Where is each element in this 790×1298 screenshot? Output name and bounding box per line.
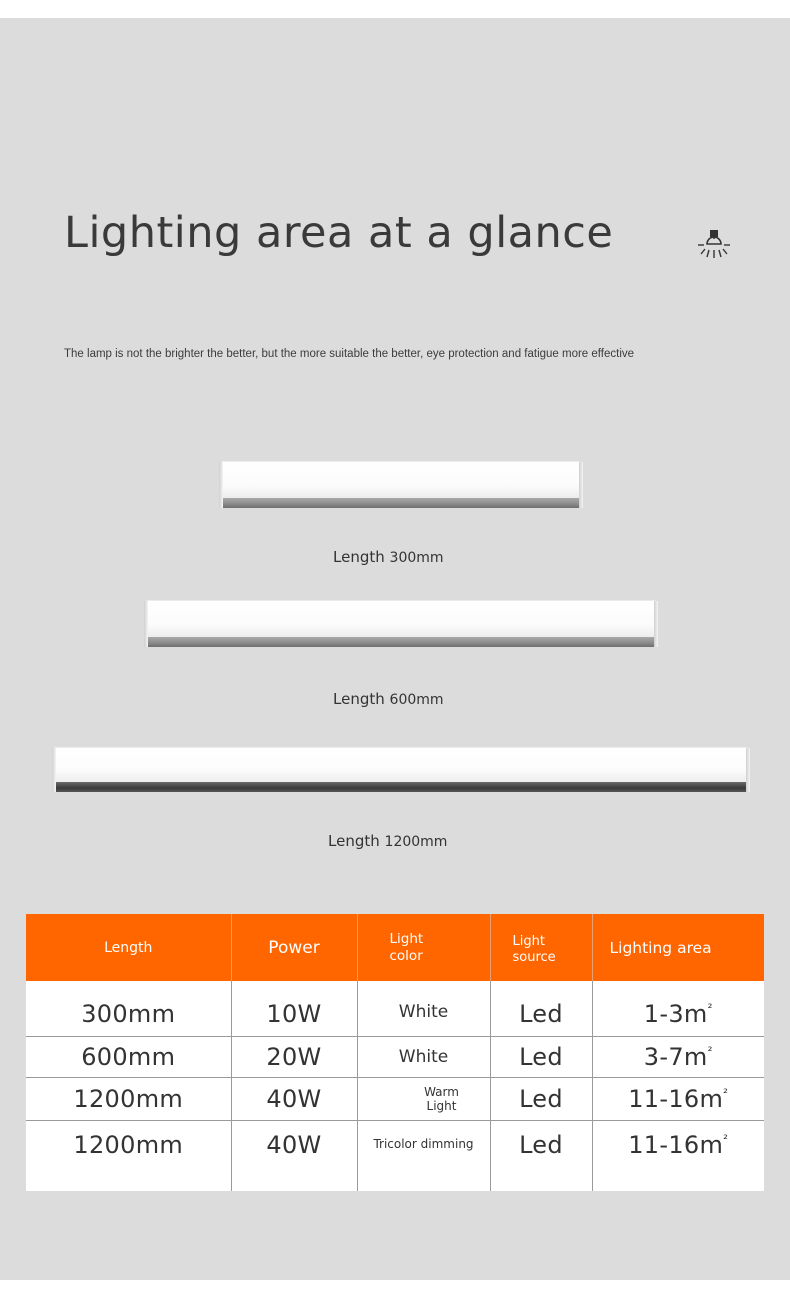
lamp-length-value: 300mm [389,550,444,566]
lamp-length-value: 1200mm [384,834,448,850]
cell-light-source: Led [490,1036,592,1077]
cell-power: 20W [231,1036,357,1077]
table-row [26,1077,764,1120]
cell-power: 10W [231,981,357,1036]
lamp-label-text: Length [333,548,385,566]
lamp-end-cap [746,748,750,792]
table-row [26,1120,764,1191]
cell-length: 1200mm [26,1120,231,1191]
cell-light-source: Led [490,1077,592,1120]
table-row [26,1036,764,1077]
header-light-color: Light color [357,914,490,981]
lamp-1200mm-image [54,748,748,786]
cell-length: 600mm [26,1036,231,1077]
lamp-base [54,782,748,792]
lamp-base [146,637,656,647]
lamp-length-value: 600mm [389,692,444,708]
lamp-base [221,498,581,508]
lamp-cover [146,601,656,641]
cell-length: 300mm [26,981,231,1036]
lamp-end-cap [654,601,658,647]
lamp-cover [54,748,748,786]
cell-light-color: White [357,981,490,1036]
lamp-label-text: Length [328,832,380,850]
cell-light-color: Tricolor dimming [357,1120,490,1191]
lamp-label-text: Length [333,690,385,708]
lamp-label-300mm [333,548,444,566]
lamp-label-600mm [333,690,444,708]
table-header-row [26,914,764,981]
header-light-source: Light source [490,914,592,981]
cell-lighting-area: $1-3m^{^2}$ [592,981,764,1036]
lamp-cover [221,462,581,502]
cell-light-source: Led [490,981,592,1036]
header-lighting-area: Lighting area [592,914,764,981]
light-bulb-icon [696,228,732,264]
cell-light-color: White [357,1036,490,1077]
table-row [26,981,764,1036]
page-title: Lighting area at a glance [64,208,614,258]
spec-table [26,914,764,1191]
lamp-600mm-image [146,601,656,641]
page-subtitle: The lamp is not the brighter the better, but the more suitable the better, eye protection and fatigue more effective [64,348,635,360]
cell-power: 40W [231,1077,357,1120]
lamp-end-cap [144,601,148,647]
cell-lighting-area: $3-7m^{^2}$ [592,1036,764,1077]
cell-power: 40W [231,1120,357,1191]
cell-lighting-area: $11-16m^{^2}$ [592,1077,764,1120]
cell-length: 1200mm [26,1077,231,1120]
lamp-end-cap [52,748,56,792]
lamp-300mm-image [221,462,581,502]
cell-light-color: Warm Light [357,1077,490,1120]
lamp-end-cap [219,462,223,508]
cell-lighting-area: $11-16m^{^2}$ [592,1120,764,1191]
header-length: Length [26,914,231,981]
lamp-label-1200mm [328,832,447,850]
header-power: Power [231,914,357,981]
cell-light-source: Led [490,1120,592,1191]
lamp-end-cap [579,462,583,508]
